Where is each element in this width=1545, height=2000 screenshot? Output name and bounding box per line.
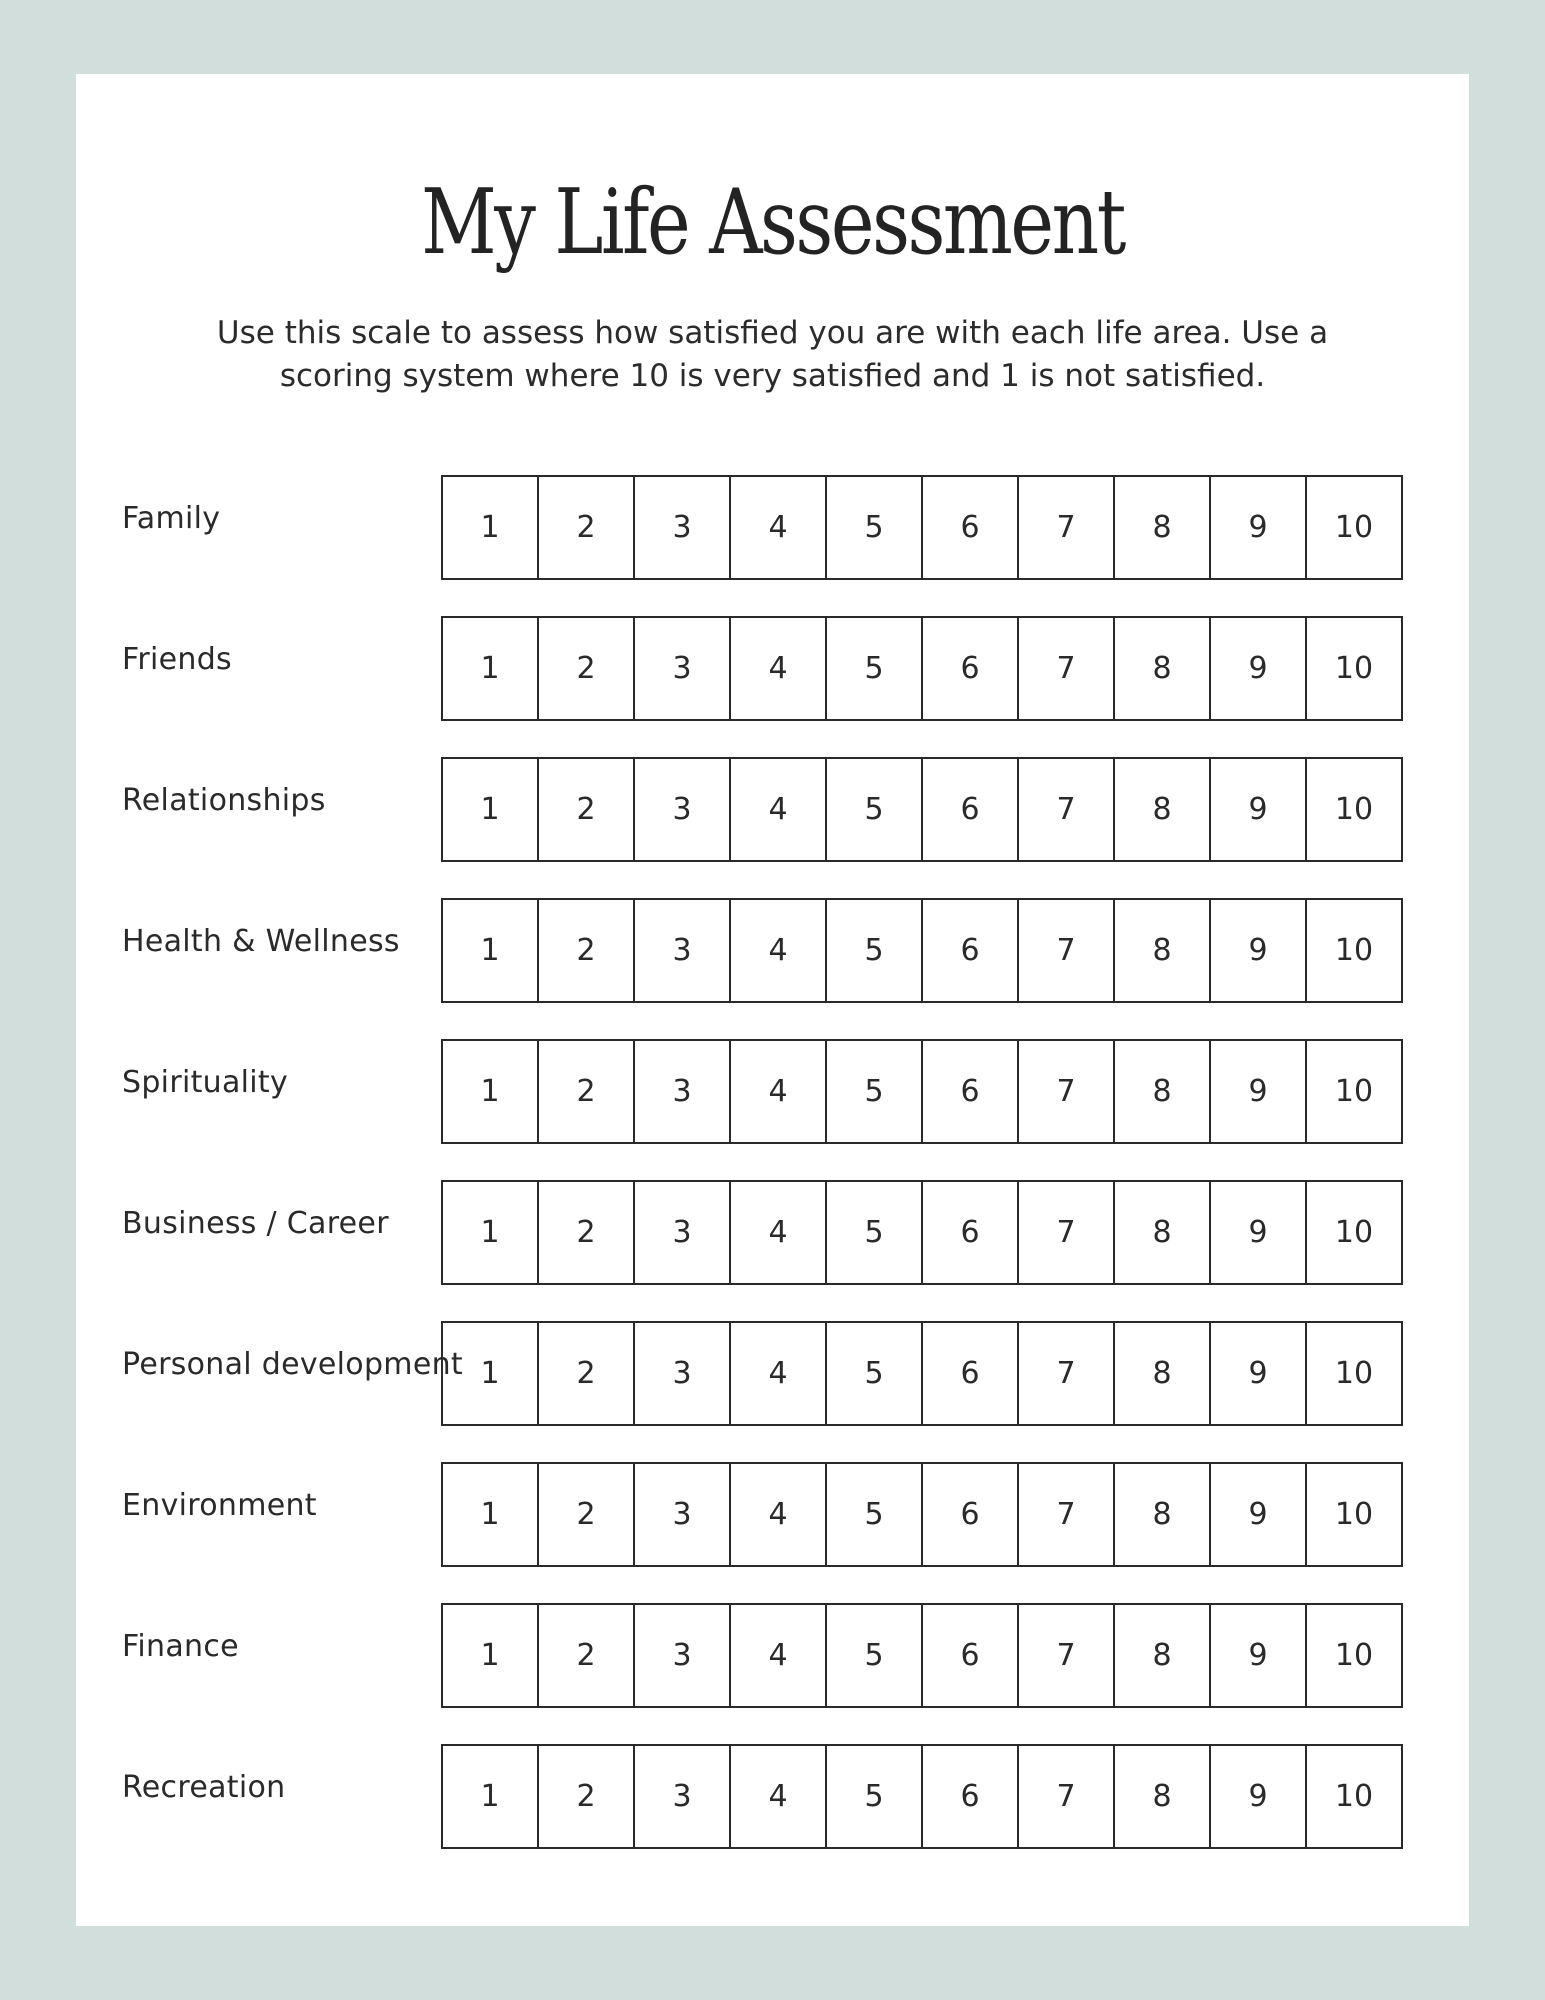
assessment-row: [76, 898, 1469, 1003]
rating-cell[interactable]: 3: [633, 1182, 729, 1283]
rating-cell[interactable]: 5: [825, 1746, 921, 1847]
rating-cell[interactable]: 1: [480, 1215, 500, 1250]
rating-cell[interactable]: 1: [480, 1779, 500, 1814]
rating-cell[interactable]: 1: [480, 510, 500, 545]
rating-cell[interactable]: 5: [825, 477, 921, 578]
life-area-label: Spirituality: [122, 1065, 289, 1100]
rating-cell[interactable]: 3: [633, 618, 729, 719]
rating-cell[interactable]: 6: [921, 1182, 1017, 1283]
rating-cell[interactable]: 10: [1305, 900, 1401, 1001]
rating-cell[interactable]: 3: [633, 1323, 729, 1424]
rating-cell[interactable]: 5: [825, 759, 921, 860]
rating-cell[interactable]: 5: [825, 1464, 921, 1565]
rating-cell[interactable]: 2: [537, 900, 633, 1001]
rating-cell[interactable]: 3: [633, 759, 729, 860]
rating-cell[interactable]: 5: [825, 1182, 921, 1283]
rating-cell[interactable]: 4: [729, 477, 825, 578]
rating-cell[interactable]: 1: [480, 651, 500, 686]
life-area-label: Personal development: [122, 1347, 463, 1382]
rating-cell[interactable]: 2: [537, 1182, 633, 1283]
rating-cell[interactable]: 9: [1209, 1605, 1305, 1706]
rating-scale: [441, 1744, 1403, 1849]
rating-cell[interactable]: 2: [537, 1605, 633, 1706]
rating-cell[interactable]: 8: [1113, 1746, 1209, 1847]
rating-cell[interactable]: 7: [1017, 1464, 1113, 1565]
rating-scale: [441, 1462, 1403, 1567]
rating-scale: [441, 475, 1403, 580]
rating-cell[interactable]: 3: [633, 1464, 729, 1565]
rating-cell[interactable]: 4: [729, 1041, 825, 1142]
assessment-row: [76, 1744, 1469, 1849]
rating-cell[interactable]: 9: [1209, 1182, 1305, 1283]
rating-cell[interactable]: 2: [537, 759, 633, 860]
rating-cell[interactable]: 4: [729, 1746, 825, 1847]
rating-cell[interactable]: 8: [1113, 477, 1209, 578]
rating-cell[interactable]: 4: [729, 759, 825, 860]
rating-scale: [441, 1180, 1403, 1285]
assessment-row: [76, 1462, 1469, 1567]
rating-cell[interactable]: 10: [1305, 618, 1401, 719]
rating-scale: [441, 616, 1403, 721]
life-area-label: Family: [122, 501, 221, 536]
rating-cell[interactable]: 10: [1305, 1605, 1401, 1706]
rating-cell[interactable]: 1: [480, 792, 500, 827]
rating-cell[interactable]: 2: [537, 1464, 633, 1565]
rating-cell[interactable]: 5: [825, 1605, 921, 1706]
rating-cell[interactable]: 1: [480, 1074, 500, 1109]
life-area-label: Friends: [122, 642, 232, 677]
life-area-label: Recreation: [122, 1770, 286, 1805]
rating-scale: [441, 1603, 1403, 1708]
rating-cell[interactable]: 7: [1017, 759, 1113, 860]
rating-cell[interactable]: 9: [1209, 900, 1305, 1001]
rating-cell[interactable]: 2: [537, 618, 633, 719]
assessment-row: [76, 616, 1469, 721]
rating-cell[interactable]: 8: [1113, 900, 1209, 1001]
rating-cell[interactable]: 3: [633, 900, 729, 1001]
rating-cell[interactable]: 4: [729, 1464, 825, 1565]
rating-cell[interactable]: 6: [921, 759, 1017, 860]
rating-cell[interactable]: 6: [921, 1323, 1017, 1424]
rating-cell[interactable]: 4: [729, 1323, 825, 1424]
assessment-row: [76, 757, 1469, 862]
rating-cell[interactable]: 8: [1113, 759, 1209, 860]
rating-cell[interactable]: 5: [825, 1041, 921, 1142]
rating-cell[interactable]: 6: [921, 1605, 1017, 1706]
rating-cell[interactable]: 3: [633, 1746, 729, 1847]
rating-cell[interactable]: 7: [1017, 900, 1113, 1001]
rating-cell[interactable]: 7: [1017, 1041, 1113, 1142]
rating-cell[interactable]: 7: [1017, 618, 1113, 719]
rating-cell[interactable]: 6: [921, 477, 1017, 578]
rating-cell[interactable]: 9: [1209, 759, 1305, 860]
rating-cell[interactable]: 1: [480, 1356, 500, 1391]
rating-cell[interactable]: 8: [1113, 618, 1209, 719]
rating-cell[interactable]: 5: [825, 1323, 921, 1424]
rating-cell[interactable]: 6: [921, 900, 1017, 1001]
rating-cell[interactable]: 2: [537, 477, 633, 578]
rating-cell[interactable]: 7: [1017, 1746, 1113, 1847]
rating-cell[interactable]: 7: [1017, 1182, 1113, 1283]
rating-cell[interactable]: 1: [480, 1497, 500, 1532]
rating-scale: [441, 898, 1403, 1003]
instructions-text: Use this scale to assess how satisfied you are with each life area. Use a scoring system where 10 is very satisfied and 1 is not satisfied.: [216, 315, 1329, 394]
rating-cell[interactable]: 7: [1017, 477, 1113, 578]
rating-cell[interactable]: 9: [1209, 618, 1305, 719]
rating-cell[interactable]: 4: [729, 1605, 825, 1706]
rating-scale: [441, 757, 1403, 862]
rating-cell[interactable]: 9: [1209, 1323, 1305, 1424]
rating-cell[interactable]: 8: [1113, 1041, 1209, 1142]
life-area-label: Health & Wellness: [122, 924, 400, 959]
rating-cell[interactable]: 2: [537, 1746, 633, 1847]
rating-cell[interactable]: 9: [1209, 1041, 1305, 1142]
rating-scale: [441, 1039, 1403, 1144]
assessment-row: [76, 1603, 1469, 1708]
rating-cell[interactable]: 10: [1305, 1182, 1401, 1283]
rating-cell[interactable]: 1: [480, 933, 500, 968]
worksheet-page: [76, 74, 1469, 1926]
rating-cell[interactable]: 8: [1113, 1323, 1209, 1424]
rating-cell[interactable]: 3: [633, 477, 729, 578]
rating-cell[interactable]: 8: [1113, 1182, 1209, 1283]
assessment-row: [76, 1321, 1469, 1426]
rating-cell[interactable]: 10: [1305, 759, 1401, 860]
rating-cell[interactable]: 8: [1113, 1605, 1209, 1706]
rating-cell[interactable]: 5: [825, 618, 921, 719]
life-area-label: Business / Career: [122, 1206, 389, 1241]
rating-cell[interactable]: 9: [1209, 1464, 1305, 1565]
rating-cell[interactable]: 9: [1209, 1746, 1305, 1847]
rating-cell[interactable]: 8: [1113, 1464, 1209, 1565]
rating-cell[interactable]: 4: [729, 618, 825, 719]
rating-cell[interactable]: 7: [1017, 1323, 1113, 1424]
rating-cell[interactable]: 6: [921, 1746, 1017, 1847]
rating-cell[interactable]: 9: [1209, 477, 1305, 578]
assessment-row: [76, 1039, 1469, 1144]
rating-cell[interactable]: 5: [825, 900, 921, 1001]
rating-cell[interactable]: 4: [729, 1182, 825, 1283]
assessment-row: [76, 1180, 1469, 1285]
rating-cell[interactable]: 6: [921, 1464, 1017, 1565]
rating-cell[interactable]: 10: [1305, 1746, 1401, 1847]
life-area-label: Relationships: [122, 783, 326, 818]
rating-cell[interactable]: 2: [537, 1323, 633, 1424]
rating-cell[interactable]: 6: [921, 618, 1017, 719]
rating-scale: [441, 1321, 1403, 1426]
rating-cell[interactable]: 10: [1305, 477, 1401, 578]
rating-cell[interactable]: 4: [729, 900, 825, 1001]
page-title: My Life Assessment: [421, 170, 1124, 275]
rating-cell[interactable]: 7: [1017, 1605, 1113, 1706]
rating-cell[interactable]: 10: [1305, 1323, 1401, 1424]
rating-cell[interactable]: 10: [1305, 1041, 1401, 1142]
rating-cell[interactable]: 1: [480, 1638, 500, 1673]
rating-cell[interactable]: 3: [633, 1605, 729, 1706]
life-area-label: Environment: [122, 1488, 317, 1523]
rating-cell[interactable]: 2: [537, 1041, 633, 1142]
life-area-label: Finance: [122, 1629, 239, 1664]
assessment-row: [76, 475, 1469, 580]
rating-cell[interactable]: 3: [633, 1041, 729, 1142]
rating-cell[interactable]: 6: [921, 1041, 1017, 1142]
rating-cell[interactable]: 10: [1305, 1464, 1401, 1565]
